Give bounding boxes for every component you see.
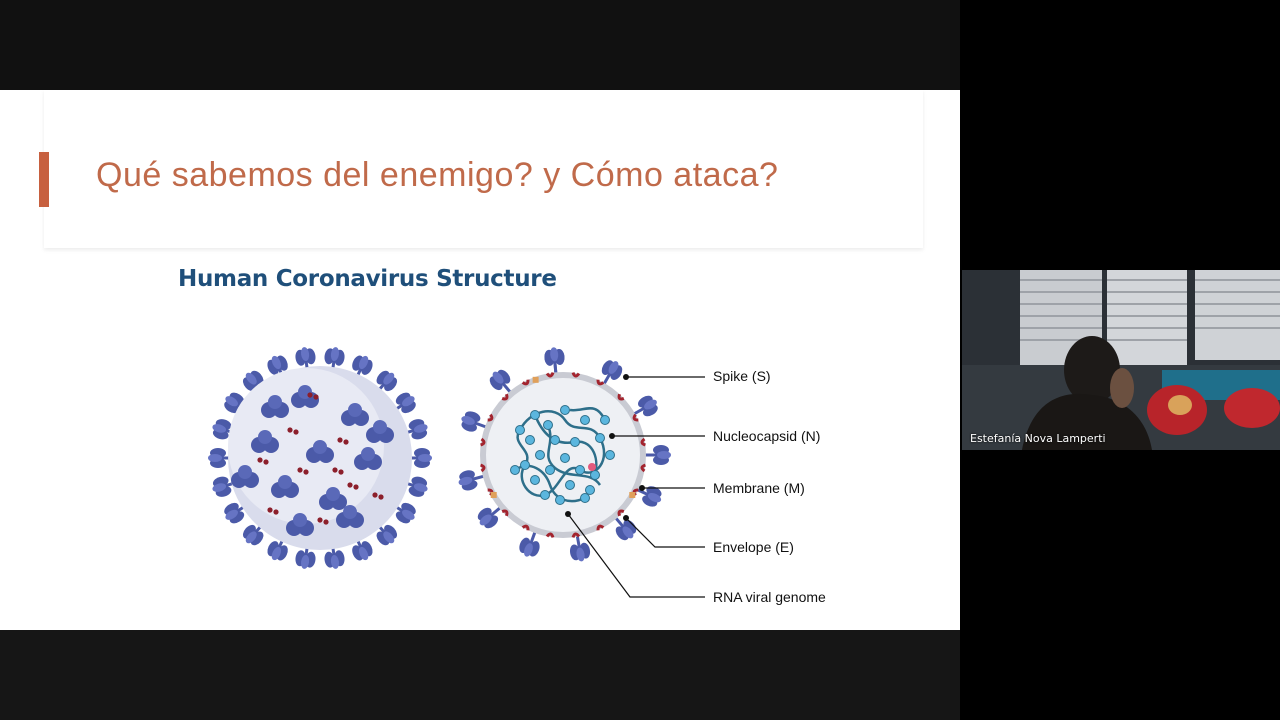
label-spike: Spike (S) — [713, 368, 771, 384]
figure-title: Human Coronavirus Structure — [178, 266, 557, 292]
webcam-feed — [962, 270, 1280, 450]
top-black-bar — [0, 0, 960, 90]
bottom-black-bar — [0, 630, 960, 720]
coronavirus-figure — [0, 90, 960, 630]
label-envelope: Envelope (E) — [713, 539, 794, 555]
slide-title: Qué sabemos del enemigo? y Cómo ataca? — [96, 156, 779, 194]
presentation-slide — [0, 90, 960, 630]
participant-video-tile[interactable] — [962, 270, 1280, 450]
label-rna-genome: RNA viral genome — [713, 589, 826, 605]
label-membrane: Membrane (M) — [713, 480, 805, 496]
virus-whole-illustration — [208, 346, 432, 571]
label-nucleocapsid: Nucleocapsid (N) — [713, 428, 821, 444]
participant-name: Estefanía Nova Lamperti — [970, 432, 1106, 445]
